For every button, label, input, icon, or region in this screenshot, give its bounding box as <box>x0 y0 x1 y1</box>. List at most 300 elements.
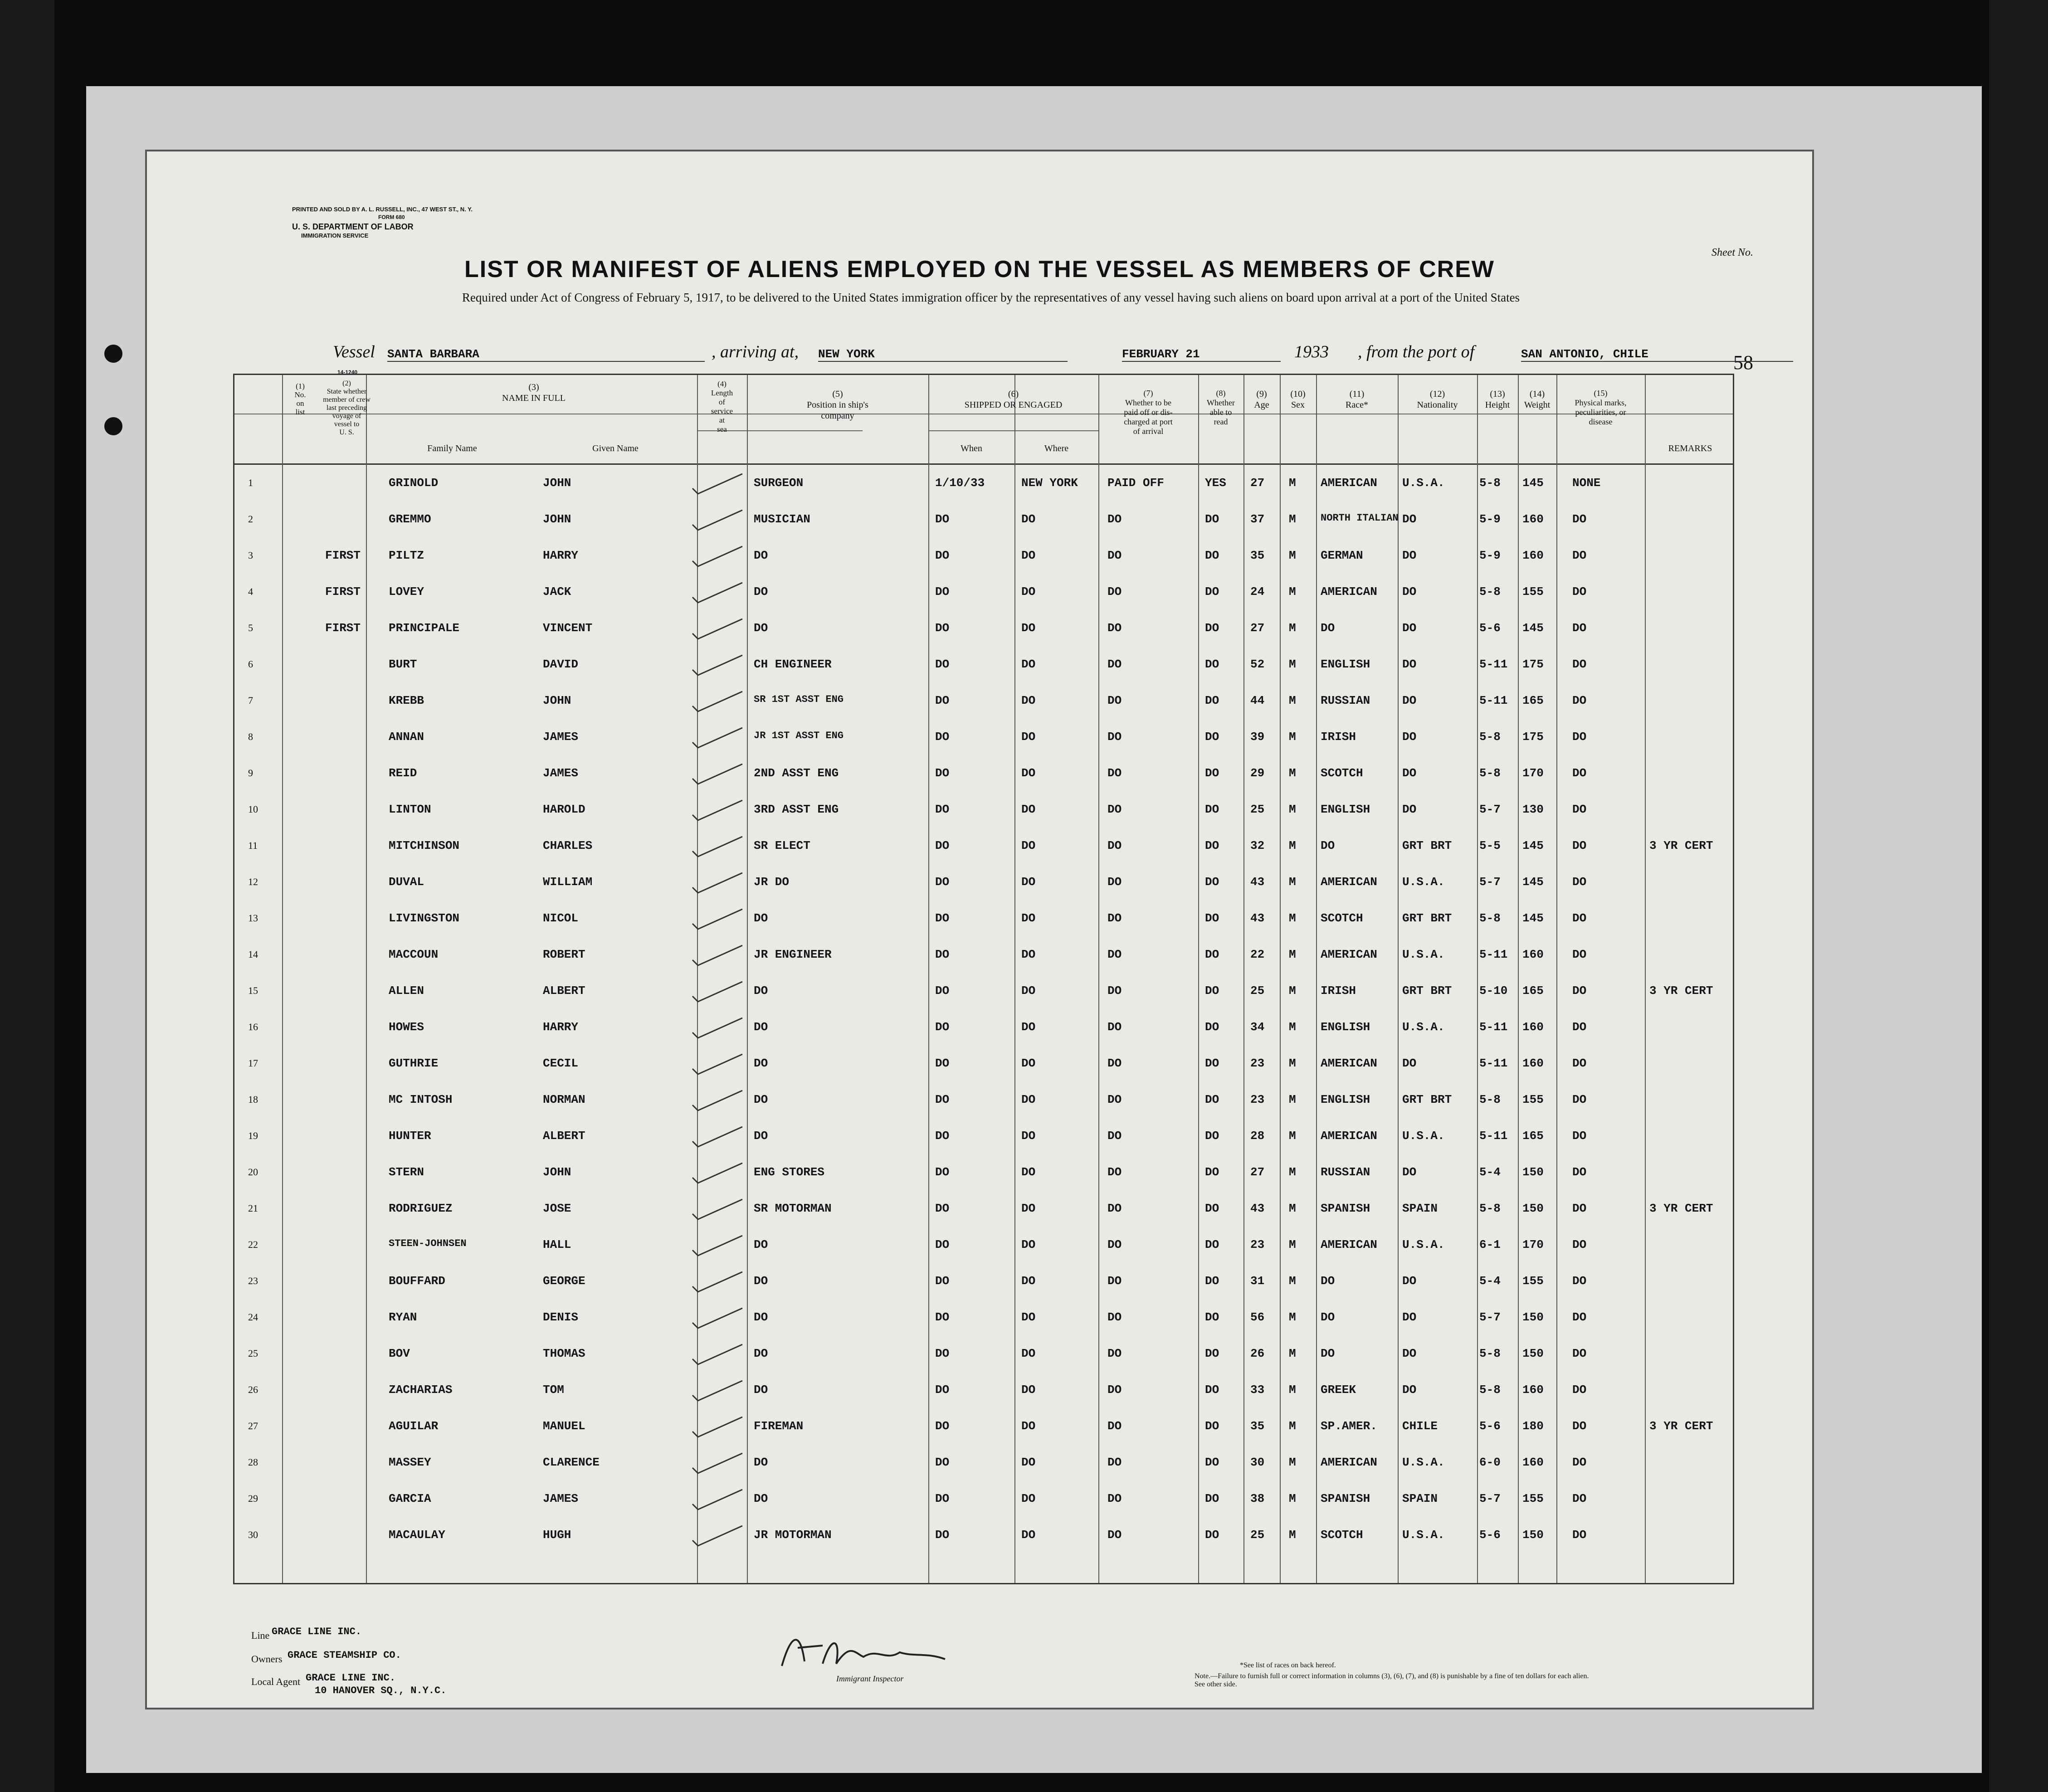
cell-shipped-when: DO <box>935 1202 950 1215</box>
cell-physical-marks: DO <box>1572 1129 1587 1143</box>
cell-sex: M <box>1289 512 1296 526</box>
cell-shipped-when: DO <box>935 1310 950 1324</box>
cell-paid-off: DO <box>1107 730 1122 744</box>
check-mark-stroke <box>692 619 742 639</box>
cell-paid-off: DO <box>1107 585 1122 599</box>
col-header-height: (13) Height <box>1485 389 1510 410</box>
arriving-label: , arriving at, <box>712 342 799 361</box>
cell-age: 22 <box>1250 948 1265 961</box>
check-mark <box>688 1123 751 1150</box>
col-header-physical-marks: (15) Physical marks, peculiarities, or disease <box>1575 389 1627 426</box>
check-mark-stroke <box>692 655 742 675</box>
cell-paid-off: DO <box>1107 839 1122 852</box>
cell-paid-off: DO <box>1107 1274 1122 1288</box>
cell-able-to-read: DO <box>1205 1274 1219 1288</box>
form-number: FORM 680 <box>378 214 405 220</box>
cell-shipped-when: DO <box>935 948 950 961</box>
row-number: 17 <box>248 1057 258 1069</box>
cell-given-name: CHARLES <box>543 839 593 852</box>
cell-height: 5-8 <box>1479 1093 1501 1106</box>
cell-family-name: REID <box>389 766 417 780</box>
cell-age: 29 <box>1250 766 1265 780</box>
col-header-no: (1) No. on list <box>294 382 306 416</box>
check-mark <box>688 724 751 751</box>
cell-sex: M <box>1289 766 1296 780</box>
row-number: 9 <box>248 767 253 779</box>
cell-position: DO <box>754 1238 768 1251</box>
row-number: 29 <box>248 1493 258 1504</box>
check-mark <box>688 1159 751 1187</box>
row-number: 15 <box>248 985 258 996</box>
cell-weight: 175 <box>1522 657 1544 671</box>
cell-sex: M <box>1289 1347 1296 1360</box>
check-mark <box>688 470 751 497</box>
cell-weight: 155 <box>1522 1274 1544 1288</box>
cell-sex: M <box>1289 1492 1296 1505</box>
binder-hole <box>104 345 122 363</box>
cell-paid-off: DO <box>1107 1456 1122 1469</box>
cell-age: 35 <box>1250 1419 1265 1433</box>
cell-given-name: NICOL <box>543 911 579 925</box>
arrival-date: FEBRUARY 21 <box>1122 347 1281 362</box>
row-number: 24 <box>248 1311 258 1323</box>
cell-given-name: CECIL <box>543 1057 579 1070</box>
cell-shipped-when: DO <box>935 1057 950 1070</box>
cell-nationality: DO <box>1402 1274 1417 1288</box>
cell-nationality: U.S.A. <box>1402 1020 1445 1034</box>
cell-race: SCOTCH <box>1321 766 1363 780</box>
check-mark <box>688 760 751 788</box>
col-header-when: When <box>961 443 982 453</box>
check-mark-stroke <box>692 1272 742 1292</box>
check-mark <box>688 688 751 715</box>
cell-race: RUSSIAN <box>1321 694 1370 707</box>
row-number: 5 <box>248 622 253 633</box>
cell-physical-marks: DO <box>1572 1202 1587 1215</box>
check-mark-stroke <box>692 1054 742 1074</box>
cell-age: 35 <box>1250 549 1265 562</box>
manifest-sheet <box>145 150 1814 1709</box>
sheet-number-label: Sheet No. <box>1712 247 1753 258</box>
inspector-label: Immigrant Inspector <box>836 1674 904 1683</box>
cell-sex: M <box>1289 803 1296 816</box>
cell-position: JR ENGINEER <box>754 948 832 961</box>
cell-age: 28 <box>1250 1129 1265 1143</box>
check-mark <box>688 942 751 969</box>
cell-able-to-read: DO <box>1205 1492 1219 1505</box>
cell-race: GERMAN <box>1321 549 1363 562</box>
cell-weight: 155 <box>1522 585 1544 599</box>
cell-shipped-where: DO <box>1021 911 1036 925</box>
check-mark-stroke <box>692 1344 742 1364</box>
cell-weight: 165 <box>1522 1129 1544 1143</box>
cell-previous-voyage: FIRST <box>325 621 361 635</box>
cell-given-name: ALBERT <box>543 984 585 998</box>
row-number: 13 <box>248 912 258 924</box>
row-number: 3 <box>248 550 253 561</box>
agent-label: Local Agent <box>251 1676 301 1687</box>
cell-shipped-when: DO <box>935 1093 950 1106</box>
cell-sex: M <box>1289 1165 1296 1179</box>
cell-shipped-where: DO <box>1021 694 1036 707</box>
cell-given-name: ROBERT <box>543 948 585 961</box>
row-number: 25 <box>248 1348 258 1359</box>
cell-family-name: ANNAN <box>389 730 424 744</box>
manifest-footer <box>233 1616 1734 1698</box>
cell-paid-off: DO <box>1107 1093 1122 1106</box>
cell-shipped-when: DO <box>935 549 950 562</box>
cell-age: 27 <box>1250 1165 1265 1179</box>
cell-nationality: U.S.A. <box>1402 948 1445 961</box>
col-header-remarks: REMARKS <box>1668 443 1712 453</box>
cell-physical-marks: DO <box>1572 839 1587 852</box>
cell-weight: 145 <box>1522 875 1544 889</box>
cell-shipped-when: DO <box>935 1419 950 1433</box>
cell-race: AMERICAN <box>1321 1456 1377 1469</box>
cell-given-name: TOM <box>543 1383 564 1397</box>
cell-able-to-read: DO <box>1205 766 1219 780</box>
cell-weight: 160 <box>1522 948 1544 961</box>
cell-given-name: ALBERT <box>543 1129 585 1143</box>
col-header-weight: (14) Weight <box>1524 389 1551 410</box>
row-number: 20 <box>248 1166 258 1178</box>
check-mark-stroke <box>692 764 742 784</box>
cell-able-to-read: DO <box>1205 730 1219 744</box>
cell-nationality: DO <box>1402 585 1417 599</box>
cell-height: 5-11 <box>1479 1020 1508 1034</box>
cell-family-name: PRINCIPALE <box>389 621 460 635</box>
cell-shipped-where: DO <box>1021 730 1036 744</box>
cell-family-name: ALLEN <box>389 984 424 998</box>
cell-height: 5-7 <box>1479 1310 1501 1324</box>
cell-sex: M <box>1289 1419 1296 1433</box>
cell-sex: M <box>1289 1129 1296 1143</box>
cell-height: 5-8 <box>1479 766 1501 780</box>
cell-position: 2ND ASST ENG <box>754 766 839 780</box>
check-mark <box>688 1341 751 1368</box>
cell-paid-off: DO <box>1107 803 1122 816</box>
cell-height: 5-6 <box>1479 1419 1501 1433</box>
cell-given-name: DAVID <box>543 657 579 671</box>
cell-nationality: DO <box>1402 766 1417 780</box>
cell-physical-marks: DO <box>1572 1528 1587 1542</box>
check-mark-stroke <box>692 1127 742 1147</box>
cell-nationality: GRT BRT <box>1402 1093 1452 1106</box>
cell-nationality: GRT BRT <box>1402 984 1452 998</box>
col-header-nationality: (12) Nationality <box>1417 389 1458 410</box>
row-number: 12 <box>248 876 258 887</box>
cell-position: SR ELECT <box>754 839 810 852</box>
header-bottom-rule <box>234 463 1733 465</box>
cell-height: 5-7 <box>1479 875 1501 889</box>
cell-sex: M <box>1289 730 1296 744</box>
cell-physical-marks: DO <box>1572 1310 1587 1324</box>
cell-shipped-where: DO <box>1021 657 1036 671</box>
cell-sex: M <box>1289 1310 1296 1324</box>
cell-able-to-read: DO <box>1205 984 1219 998</box>
cell-able-to-read: DO <box>1205 512 1219 526</box>
cell-family-name: STERN <box>389 1165 424 1179</box>
cell-shipped-where: DO <box>1021 1528 1036 1542</box>
cell-position: SR MOTORMAN <box>754 1202 832 1215</box>
check-mark <box>688 1087 751 1114</box>
check-mark-stroke <box>692 1199 742 1219</box>
agent-value: GRACE LINE INC. <box>306 1672 396 1684</box>
cell-family-name: GARCIA <box>389 1492 431 1505</box>
cell-position: DO <box>754 984 768 998</box>
cell-age: 52 <box>1250 657 1265 671</box>
cell-race: IRISH <box>1321 984 1356 998</box>
cell-physical-marks: DO <box>1572 585 1587 599</box>
cell-shipped-when: 1/10/33 <box>935 476 985 490</box>
cell-race: SCOTCH <box>1321 911 1363 925</box>
cell-paid-off: DO <box>1107 1347 1122 1360</box>
cell-family-name: MASSEY <box>389 1456 431 1469</box>
line-label: Line <box>251 1630 270 1641</box>
cell-shipped-where: DO <box>1021 1310 1036 1324</box>
cell-age: 43 <box>1250 1202 1265 1215</box>
cell-paid-off: DO <box>1107 875 1122 889</box>
cell-height: 5-9 <box>1479 512 1501 526</box>
cell-sex: M <box>1289 476 1296 490</box>
cell-weight: 145 <box>1522 621 1544 635</box>
cell-given-name: VINCENT <box>543 621 593 635</box>
scan-border-left <box>0 0 54 1792</box>
cell-paid-off: DO <box>1107 766 1122 780</box>
cell-able-to-read: DO <box>1205 1129 1219 1143</box>
cell-given-name: CLARENCE <box>543 1456 600 1469</box>
cell-physical-marks: DO <box>1572 875 1587 889</box>
cell-race: DO <box>1321 1274 1335 1288</box>
col-rule <box>1316 375 1317 1583</box>
cell-race: SCOTCH <box>1321 1528 1363 1542</box>
cell-given-name: JAMES <box>543 730 579 744</box>
cell-position: SR 1ST ASST ENG <box>754 694 844 705</box>
page-subtitle: Required under Act of Congress of February 5, 1917, to be delivered to the United States immigration officer by the representatives of any vessel having such aliens on board upon arrival at a port of the United States <box>462 291 1520 304</box>
cell-family-name: GUTHRIE <box>389 1057 439 1070</box>
cell-shipped-where: DO <box>1021 1347 1036 1360</box>
col-header-given-name: Given Name <box>592 443 639 453</box>
cell-able-to-read: DO <box>1205 1528 1219 1542</box>
cell-able-to-read: DO <box>1205 694 1219 707</box>
cell-age: 25 <box>1250 1528 1265 1542</box>
check-mark <box>688 1196 751 1223</box>
cell-sex: M <box>1289 1020 1296 1034</box>
col-rule <box>1280 375 1281 1583</box>
cell-height: 5-8 <box>1479 1383 1501 1397</box>
cell-age: 32 <box>1250 839 1265 852</box>
check-mark <box>688 1486 751 1513</box>
check-mark <box>688 1014 751 1042</box>
cell-able-to-read: DO <box>1205 1419 1219 1433</box>
crew-manifest-table <box>233 374 1734 1584</box>
cell-position: DO <box>754 1057 768 1070</box>
cell-shipped-where: DO <box>1021 1492 1036 1505</box>
cell-sex: M <box>1289 1383 1296 1397</box>
cell-able-to-read: DO <box>1205 948 1219 961</box>
check-mark <box>688 1450 751 1477</box>
cell-race: DO <box>1321 1310 1335 1324</box>
col-rule <box>928 375 929 1583</box>
cell-paid-off: DO <box>1107 1528 1122 1542</box>
cell-sex: M <box>1289 694 1296 707</box>
cell-nationality: DO <box>1402 1057 1417 1070</box>
check-mark <box>688 1522 751 1549</box>
cell-height: 6-0 <box>1479 1456 1501 1469</box>
col-header-race: (11) Race* <box>1346 389 1368 410</box>
check-mark <box>688 1305 751 1332</box>
cell-sex: M <box>1289 1238 1296 1251</box>
cell-shipped-when: DO <box>935 512 950 526</box>
cell-race: ENGLISH <box>1321 657 1370 671</box>
cell-sex: M <box>1289 911 1296 925</box>
cell-position: DO <box>754 1129 768 1143</box>
cell-weight: 145 <box>1522 911 1544 925</box>
cell-shipped-where: DO <box>1021 1456 1036 1469</box>
cell-age: 56 <box>1250 1310 1265 1324</box>
cell-shipped-where: DO <box>1021 1093 1036 1106</box>
check-mark-stroke <box>692 1381 742 1401</box>
cell-physical-marks: DO <box>1572 657 1587 671</box>
cell-age: 39 <box>1250 730 1265 744</box>
cell-race: DO <box>1321 1347 1335 1360</box>
cell-weight: 155 <box>1522 1093 1544 1106</box>
cell-height: 5-11 <box>1479 948 1508 961</box>
from-port: SAN ANTONIO, CHILE <box>1521 347 1793 362</box>
cell-shipped-where: DO <box>1021 585 1036 599</box>
cell-age: 23 <box>1250 1093 1265 1106</box>
cell-shipped-when: DO <box>935 984 950 998</box>
cell-given-name: MANUEL <box>543 1419 585 1433</box>
row-number: 11 <box>248 840 258 851</box>
cell-position: JR MOTORMAN <box>754 1528 832 1542</box>
cell-given-name: NORMAN <box>543 1093 585 1106</box>
check-mark-stroke <box>692 945 742 965</box>
cell-family-name: HOWES <box>389 1020 424 1034</box>
cell-position: DO <box>754 1020 768 1034</box>
binder-hole <box>104 417 122 435</box>
cell-given-name: HARRY <box>543 549 579 562</box>
cell-nationality: DO <box>1402 1310 1417 1324</box>
check-mark <box>688 615 751 643</box>
printer-line: PRINTED AND SOLD BY A. L. RUSSELL, INC., 47 WEST ST., N. Y. <box>292 206 473 213</box>
cell-shipped-when: DO <box>935 1020 950 1034</box>
cell-weight: 150 <box>1522 1347 1544 1360</box>
cell-shipped-when: DO <box>935 839 950 852</box>
shipped-subheader-rule <box>928 430 1098 431</box>
cell-height: 5-8 <box>1479 1347 1501 1360</box>
cell-height: 5-8 <box>1479 476 1501 490</box>
cell-shipped-where: DO <box>1021 621 1036 635</box>
col-rule <box>366 375 367 1583</box>
check-mark <box>688 506 751 534</box>
cell-able-to-read: DO <box>1205 1347 1219 1360</box>
cell-race: ENGLISH <box>1321 1093 1370 1106</box>
cell-nationality: U.S.A. <box>1402 1456 1445 1469</box>
cell-age: 26 <box>1250 1347 1265 1360</box>
cell-nationality: DO <box>1402 1383 1417 1397</box>
row-number: 7 <box>248 695 253 706</box>
cell-nationality: DO <box>1402 621 1417 635</box>
cell-physical-marks: DO <box>1572 549 1587 562</box>
cell-shipped-when: DO <box>935 766 950 780</box>
col-rule <box>1098 375 1099 1583</box>
cell-weight: 170 <box>1522 1238 1544 1251</box>
cell-able-to-read: DO <box>1205 621 1219 635</box>
cell-given-name: JOHN <box>543 476 571 490</box>
cell-given-name: GEORGE <box>543 1274 585 1288</box>
check-mark-stroke <box>692 583 742 603</box>
cell-able-to-read: DO <box>1205 657 1219 671</box>
cell-paid-off: DO <box>1107 1165 1122 1179</box>
cell-height: 5-11 <box>1479 1057 1508 1070</box>
cell-paid-off: DO <box>1107 948 1122 961</box>
cell-family-name: GREMMO <box>389 512 431 526</box>
cell-height: 5-4 <box>1479 1274 1501 1288</box>
cell-height: 5-7 <box>1479 803 1501 816</box>
cell-able-to-read: DO <box>1205 585 1219 599</box>
cell-height: 5-11 <box>1479 1129 1508 1143</box>
col-header-read: (8) Whether able to read <box>1207 389 1235 426</box>
cell-height: 6-1 <box>1479 1238 1501 1251</box>
cell-shipped-where: DO <box>1021 839 1036 852</box>
cell-shipped-where: DO <box>1021 984 1036 998</box>
penalty-note: Note.—Failure to furnish full or correct information in columns (3), (6), (7), and (8) is punishable by a fine of ten dollars for each alien. See other side. <box>1195 1672 1589 1688</box>
check-mark-stroke <box>692 837 742 857</box>
check-mark-stroke <box>692 1236 742 1256</box>
cell-nationality: SPAIN <box>1402 1202 1438 1215</box>
cell-weight: 170 <box>1522 766 1544 780</box>
cell-physical-marks: DO <box>1572 766 1587 780</box>
cell-physical-marks: DO <box>1572 1057 1587 1070</box>
check-mark <box>688 978 751 1005</box>
col-header-position: (5) Position in ship's company <box>807 389 868 421</box>
cell-age: 27 <box>1250 621 1265 635</box>
agent-address: 10 HANOVER SQ., N.Y.C. <box>315 1685 447 1696</box>
cell-given-name: THOMAS <box>543 1347 585 1360</box>
cell-given-name: JOHN <box>543 694 571 707</box>
check-mark-stroke <box>692 1308 742 1328</box>
cell-sex: M <box>1289 585 1296 599</box>
col-header-name: (3) NAME IN FULL <box>502 382 566 403</box>
cell-family-name: BOUFFARD <box>389 1274 445 1288</box>
row-number: 21 <box>248 1203 258 1214</box>
cell-sex: M <box>1289 1093 1296 1106</box>
cell-able-to-read: DO <box>1205 911 1219 925</box>
cell-age: 24 <box>1250 585 1265 599</box>
cell-height: 5-7 <box>1479 1492 1501 1505</box>
cell-shipped-where: DO <box>1021 1202 1036 1215</box>
cell-age: 37 <box>1250 512 1265 526</box>
cell-shipped-when: DO <box>935 621 950 635</box>
cell-age: 31 <box>1250 1274 1265 1288</box>
check-mark-stroke <box>692 909 742 929</box>
cell-able-to-read: DO <box>1205 1057 1219 1070</box>
cell-family-name: PILTZ <box>389 549 424 562</box>
cell-family-name: RODRIGUEZ <box>389 1202 453 1215</box>
cell-sex: M <box>1289 549 1296 562</box>
cell-nationality: DO <box>1402 730 1417 744</box>
cell-family-name: MACAULAY <box>389 1528 445 1542</box>
check-mark-stroke <box>692 800 742 820</box>
cell-given-name: HAROLD <box>543 803 585 816</box>
cell-race: AMERICAN <box>1321 585 1377 599</box>
cell-weight: 150 <box>1522 1528 1544 1542</box>
cell-shipped-when: DO <box>935 803 950 816</box>
cell-shipped-when: DO <box>935 1238 950 1251</box>
check-mark <box>688 579 751 606</box>
cell-given-name: WILLIAM <box>543 875 593 889</box>
